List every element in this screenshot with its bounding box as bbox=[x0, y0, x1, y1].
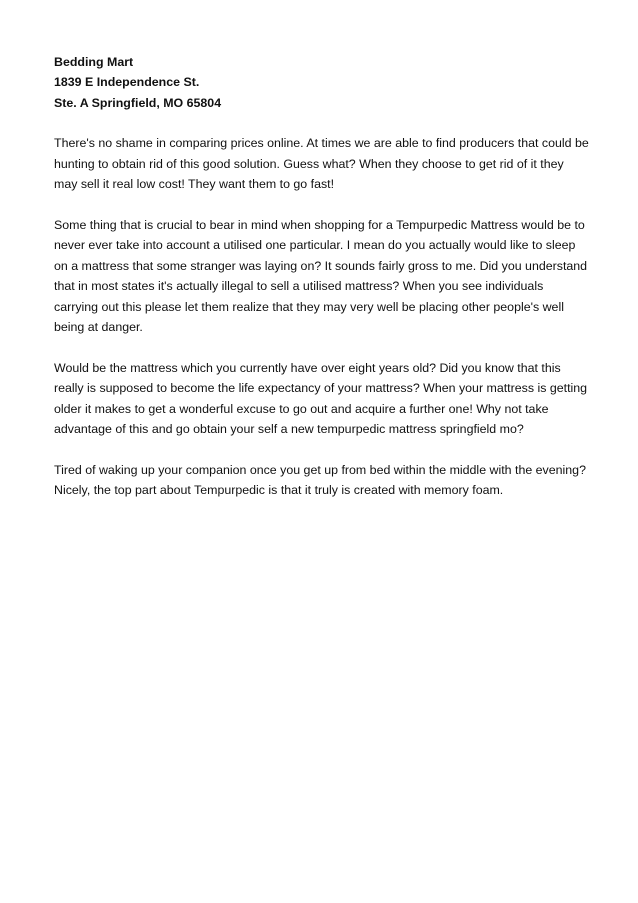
paragraph-price-comparison: There's no shame in comparing prices online. At times we are able to find producers that could be hunting to obtain rid of this good solution. Guess what? When they choose to get rid of it they may sell it real low cost! They want them to go fast! bbox=[54, 136, 589, 192]
street-address: 1839 E Independence St. bbox=[54, 75, 200, 90]
paragraph-memory-foam: Tired of waking up your companion once you get up from bed within the middle with the evening? Nicely, the top part about Tempurpedic is that it truly is created with memory foam. bbox=[54, 463, 586, 498]
paragraph-used-mattress: Some thing that is crucial to bear in mind when shopping for a Tempurpedic Mattress would be to never ever take into account a utilised one particular. I mean do you actually would like to sleep on a mattress that some stranger was laying on? It sounds fairly gross to me. Did you understand that in most states it's actually illegal to sell a utilised mattress? When you see individuals carrying out this please let them realize that they may very well be placing other people's well being at danger. bbox=[54, 217, 588, 334]
paragraph-mattress-age: Would be the mattress which you currently have over eight years old? Did you know that this really is supposed to become the life expectancy of your mattress? When your mattress is getting older it makes to get a wonderful excuse to go out and acquire a further one! Why not take advantage of this and go obtain your self a new tempurpedic mattress springfield mo? bbox=[54, 360, 588, 437]
business-address-block bbox=[54, 52, 590, 113]
document-page bbox=[54, 52, 590, 521]
business-name: Bedding Mart bbox=[54, 55, 134, 69]
city-state-zip: Ste. A Springfield, MO 65804 bbox=[54, 95, 222, 110]
